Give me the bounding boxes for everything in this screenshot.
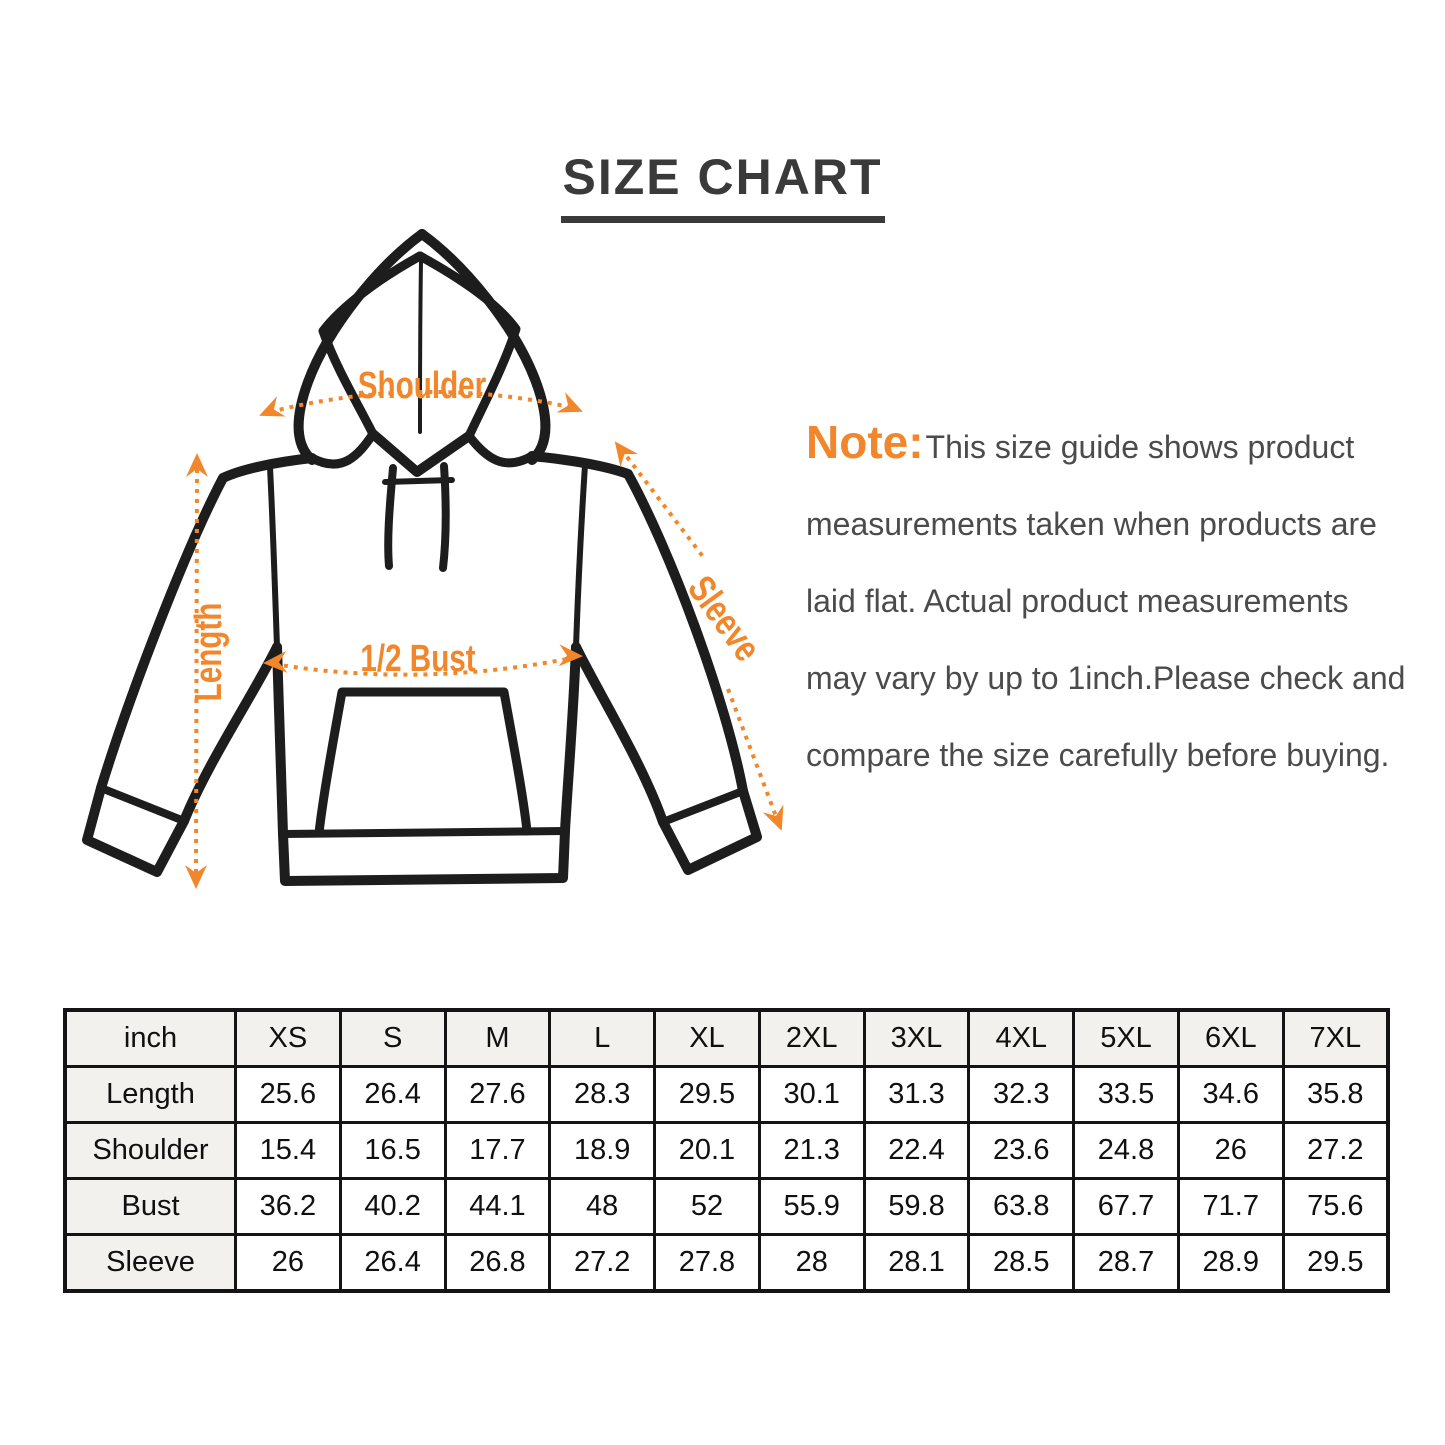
hoodie-outline <box>87 234 757 881</box>
measurement-cell: 23.6 <box>969 1123 1074 1179</box>
measurement-cell: 40.2 <box>340 1179 445 1235</box>
measurement-cell: 26.4 <box>340 1067 445 1123</box>
measurement-cell: 28.9 <box>1178 1235 1283 1292</box>
measurement-cell: 26 <box>236 1235 341 1292</box>
measurement-cell: 32.3 <box>969 1067 1074 1123</box>
length-arrowhead-top <box>186 453 208 477</box>
size-column-header: 7XL <box>1283 1010 1388 1067</box>
page-title: SIZE CHART <box>561 148 885 223</box>
measurement-cell: 71.7 <box>1178 1179 1283 1235</box>
size-column-header: 5XL <box>1074 1010 1179 1067</box>
measurement-cell: 26 <box>1178 1123 1283 1179</box>
measurement-cell: 20.1 <box>655 1123 760 1179</box>
size-column-header: 4XL <box>969 1010 1074 1067</box>
size-column-header: 3XL <box>864 1010 969 1067</box>
row-label-cell: Shoulder <box>65 1123 236 1179</box>
measurement-cell: 52 <box>655 1179 760 1235</box>
measurement-cell: 28.1 <box>864 1235 969 1292</box>
measurement-cell: 29.5 <box>1283 1235 1388 1292</box>
measurement-cell: 31.3 <box>864 1067 969 1123</box>
length-arrowhead-bottom <box>185 865 207 889</box>
measurement-cell: 35.8 <box>1283 1067 1388 1123</box>
note-line: may vary by up to 1inch.Please check and <box>806 660 1406 696</box>
measurement-cell: 48 <box>550 1179 655 1235</box>
measurement-cell: 55.9 <box>759 1179 864 1235</box>
size-column-header: M <box>445 1010 550 1067</box>
measurement-cell: 28.5 <box>969 1235 1074 1292</box>
measurement-cell: 34.6 <box>1178 1067 1283 1123</box>
measurement-cell: 27.6 <box>445 1067 550 1123</box>
hoodie-line-drawing <box>80 222 820 952</box>
measurement-cell: 30.1 <box>759 1067 864 1123</box>
measurement-cell: 29.5 <box>655 1067 760 1123</box>
measurement-cell: 22.4 <box>864 1123 969 1179</box>
hoodie-measurement-diagram <box>80 222 820 952</box>
measurement-cell: 17.7 <box>445 1123 550 1179</box>
size-column-header: 2XL <box>759 1010 864 1067</box>
note-block <box>806 404 1405 794</box>
size-column-header: 6XL <box>1178 1010 1283 1067</box>
measurement-cell: 26.4 <box>340 1235 445 1292</box>
measurement-cell: 16.5 <box>340 1123 445 1179</box>
sleeve-measure-label: Sleeve <box>679 568 769 670</box>
half-bust-measure-label: 1/2 Bust <box>360 637 476 680</box>
measurement-cell: 25.6 <box>236 1067 341 1123</box>
size-table-body <box>65 1010 1388 1291</box>
size-column-header: L <box>550 1010 655 1067</box>
unit-header-cell: inch <box>65 1010 236 1067</box>
measurement-cell: 15.4 <box>236 1123 341 1179</box>
size-table <box>63 1008 1390 1293</box>
table-row <box>65 1235 1388 1292</box>
measurement-cell: 27.2 <box>550 1235 655 1292</box>
table-header-row <box>65 1010 1388 1067</box>
size-column-header: XL <box>655 1010 760 1067</box>
note-line: compare the size carefully before buying. <box>806 737 1390 773</box>
measurement-cell: 27.8 <box>655 1235 760 1292</box>
measurement-cell: 67.7 <box>1074 1179 1179 1235</box>
sleeve-arrowhead-bottom <box>763 805 792 835</box>
measurement-cell: 27.2 <box>1283 1123 1388 1179</box>
measurement-cell: 59.8 <box>864 1179 969 1235</box>
measurement-cell: 44.1 <box>445 1179 550 1235</box>
note-line <box>806 404 1405 486</box>
measurement-cell: 75.6 <box>1283 1179 1388 1235</box>
row-label-cell: Length <box>65 1067 236 1123</box>
note-text: This size guide shows product <box>925 429 1355 465</box>
row-label-cell: Sleeve <box>65 1235 236 1292</box>
row-label-cell: Bust <box>65 1179 236 1235</box>
measurement-cell: 28 <box>759 1235 864 1292</box>
size-column-header: S <box>340 1010 445 1067</box>
measurement-cell: 28.3 <box>550 1067 655 1123</box>
note-line: laid flat. Actual product measurements <box>806 583 1349 619</box>
measurement-cell: 33.5 <box>1074 1067 1179 1123</box>
measurement-cell: 18.9 <box>550 1123 655 1179</box>
measurement-cell: 24.8 <box>1074 1123 1179 1179</box>
length-measure-label: Length <box>187 602 230 702</box>
measurement-cell: 28.7 <box>1074 1235 1179 1292</box>
size-column-header: XS <box>236 1010 341 1067</box>
sleeve-arrowhead-top <box>606 435 638 467</box>
table-row <box>65 1123 1388 1179</box>
table-row <box>65 1179 1388 1235</box>
table-row <box>65 1067 1388 1123</box>
measurement-cell: 21.3 <box>759 1123 864 1179</box>
measurement-cell: 63.8 <box>969 1179 1074 1235</box>
note-line: measurements taken when products are <box>806 506 1377 542</box>
measurement-cell: 26.8 <box>445 1235 550 1292</box>
measurement-cell: 36.2 <box>236 1179 341 1235</box>
shoulder-measure-label: Shoulder <box>357 364 487 407</box>
note-prefix: Note: <box>806 416 924 468</box>
